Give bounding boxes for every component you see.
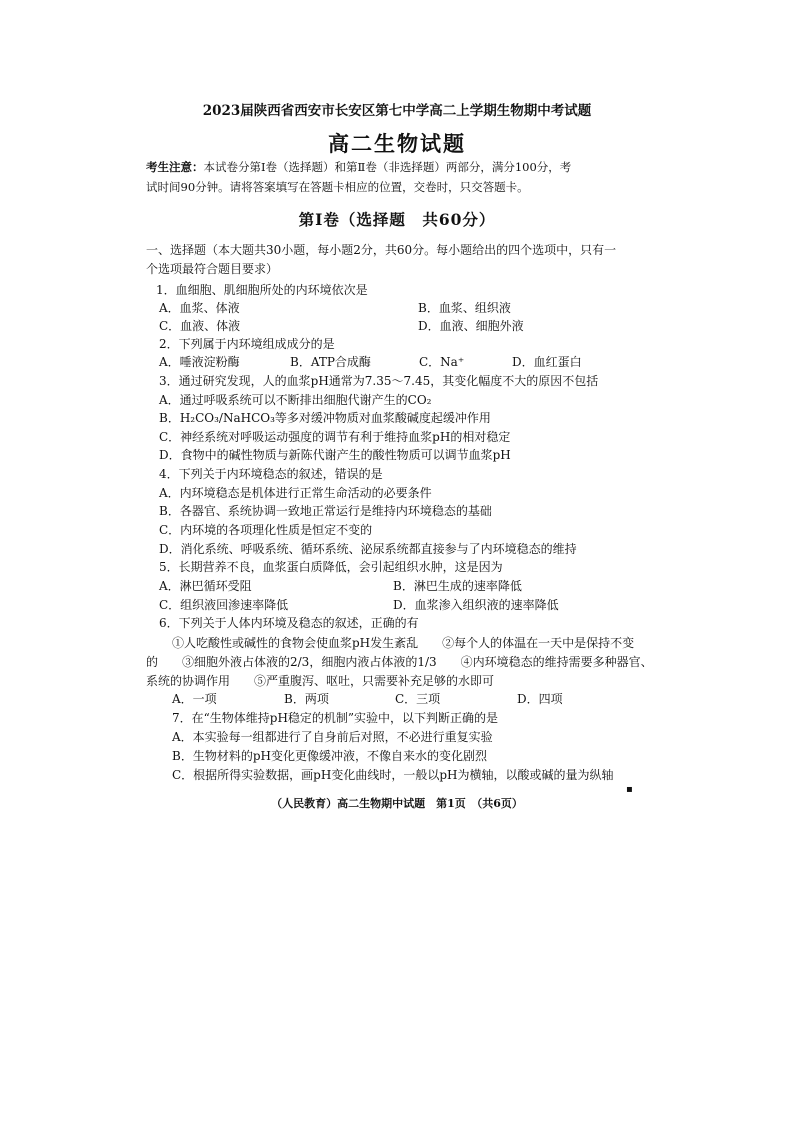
- question-4-stem: 4．下列关于内环境稳态的叙述，错误的是: [159, 467, 383, 481]
- question-5-option-d: D．血浆渗入组织液的速率降低: [393, 598, 559, 612]
- question-3-option-d: D．食物中的碱性物质与新陈代谢产生的酸性物质可以调节血浆pH: [159, 448, 511, 462]
- question-7-stem: 7．在“生物体维持pH稳定的机制”实验中，以下判断正确的是: [172, 711, 499, 725]
- question-2-option-b: B．ATP合成酶: [290, 355, 371, 369]
- question-1-option-b: B．血浆、组织液: [418, 301, 511, 315]
- question-2-stem: 2．下列属于内环境组成成分的是: [159, 337, 335, 351]
- question-4-option-b: B．各器官、系统协调一致地正常运行是维持内环境稳态的基础: [159, 504, 492, 518]
- question-6-statement-line-1: ①人吃酸性或碱性的食物会使血浆pH发生紊乱 ②每个人的体温在一天中是保持不变: [172, 636, 635, 650]
- question-2-option-a: A．唾液淀粉酶: [159, 355, 240, 369]
- question-5-option-b: B．淋巴生成的速率降低: [393, 579, 522, 593]
- question-7-option-c: C．根据所得实验数据，画pH变化曲线时，一般以pH为横轴，以酸或碱的量为纵轴: [172, 768, 614, 782]
- question-1-stem: 1．血细胞、肌细胞所处的内环境依次是: [156, 283, 368, 297]
- notice-text-1: 本试卷分第Ⅰ卷（选择题）和第Ⅱ卷（非选择题）两部分，满分100分，考: [203, 160, 572, 174]
- question-2-option-c: C．Na⁺: [419, 355, 465, 369]
- question-6-option-c: C．三项: [395, 692, 441, 706]
- question-6-option-a: A．一项: [172, 692, 217, 706]
- question-6-statement-line-3: 系统的协调作用 ⑤严重腹泻、呕吐，只需要补充足够的水即可: [146, 674, 495, 688]
- question-7-option-b: B．生物材料的pH变化更像缓冲液，不像自来水的变化剧烈: [172, 749, 487, 763]
- section-title: 第Ⅰ卷（选择题 共60分）: [298, 210, 496, 229]
- part-instructions-1: 一、选择题（本大题共30小题，每小题2分，共60分。每小题给出的四个选项中，只有一: [146, 243, 617, 257]
- question-1-option-d: D．血液、细胞外液: [418, 319, 524, 333]
- question-1-option-c: C．血液、体液: [159, 319, 241, 333]
- question-3-option-b: B．H₂CO₃/NaHCO₃等多对缓冲物质对血浆酸碱度起缓冲作用: [159, 411, 491, 425]
- question-4-option-c: C．内环境的各项理化性质是恒定不变的: [159, 523, 373, 537]
- question-5-option-a: A．淋巴循环受阻: [159, 579, 252, 593]
- notice-line-1: [146, 157, 646, 177]
- question-7-option-a: A．本实验每一组都进行了自身前后对照，不必进行重复实验: [172, 730, 493, 744]
- question-6-statement-line-2: 的 ③细胞外液占体液的2/3，细胞内液占体液的1/3 ④内环境稳态的维持需要多种器官、: [146, 655, 653, 669]
- page-title: 高二生物试题: [328, 131, 466, 156]
- notice-label: 考生注意：: [146, 160, 204, 174]
- question-3-stem: 3．通过研究发现，人的血浆pH通常为7.35～7.45，其变化幅度不大的原因不包括: [159, 374, 599, 388]
- question-6-option-b: B．两项: [284, 692, 329, 706]
- question-5-option-c: C．组织液回渗速率降低: [159, 598, 289, 612]
- exam-header-title: 2023届陕西省西安市长安区第七中学高二上学期生物期中考试题: [202, 103, 592, 119]
- page-footer: （人民教育）高二生物期中试题 第1页 （共6页）: [271, 797, 523, 810]
- question-6-option-d: D．四项: [517, 692, 563, 706]
- scan-speck: ▪: [626, 784, 633, 795]
- question-1-option-a: A．血浆、体液: [159, 301, 240, 315]
- question-3-option-c: C．神经系统对呼吸运动强度的调节有利于维持血浆pH的相对稳定: [159, 430, 511, 444]
- question-5-stem: 5．长期营养不良，血浆蛋白质降低，会引起组织水肿，这是因为: [159, 560, 503, 574]
- part-instructions-2: 个选项最符合题目要求）: [146, 262, 279, 276]
- question-4-option-a: A．内环境稳态是机体进行正常生命活动的必要条件: [159, 486, 432, 500]
- notice-line-2: 试时间90分钟。请将答案填写在答题卡相应的位置，交卷时，只交答题卡。: [146, 180, 529, 194]
- question-3-option-a: A．通过呼吸系统可以不断排出细胞代谢产生的CO₂: [159, 393, 432, 407]
- question-4-option-d: D．消化系统、呼吸系统、循环系统、泌尿系统都直接参与了内环境稳态的维持: [159, 542, 577, 556]
- question-2-option-d: D．血红蛋白: [512, 355, 582, 369]
- question-6-stem: 6．下列关于人体内环境及稳态的叙述，正确的有: [159, 616, 419, 630]
